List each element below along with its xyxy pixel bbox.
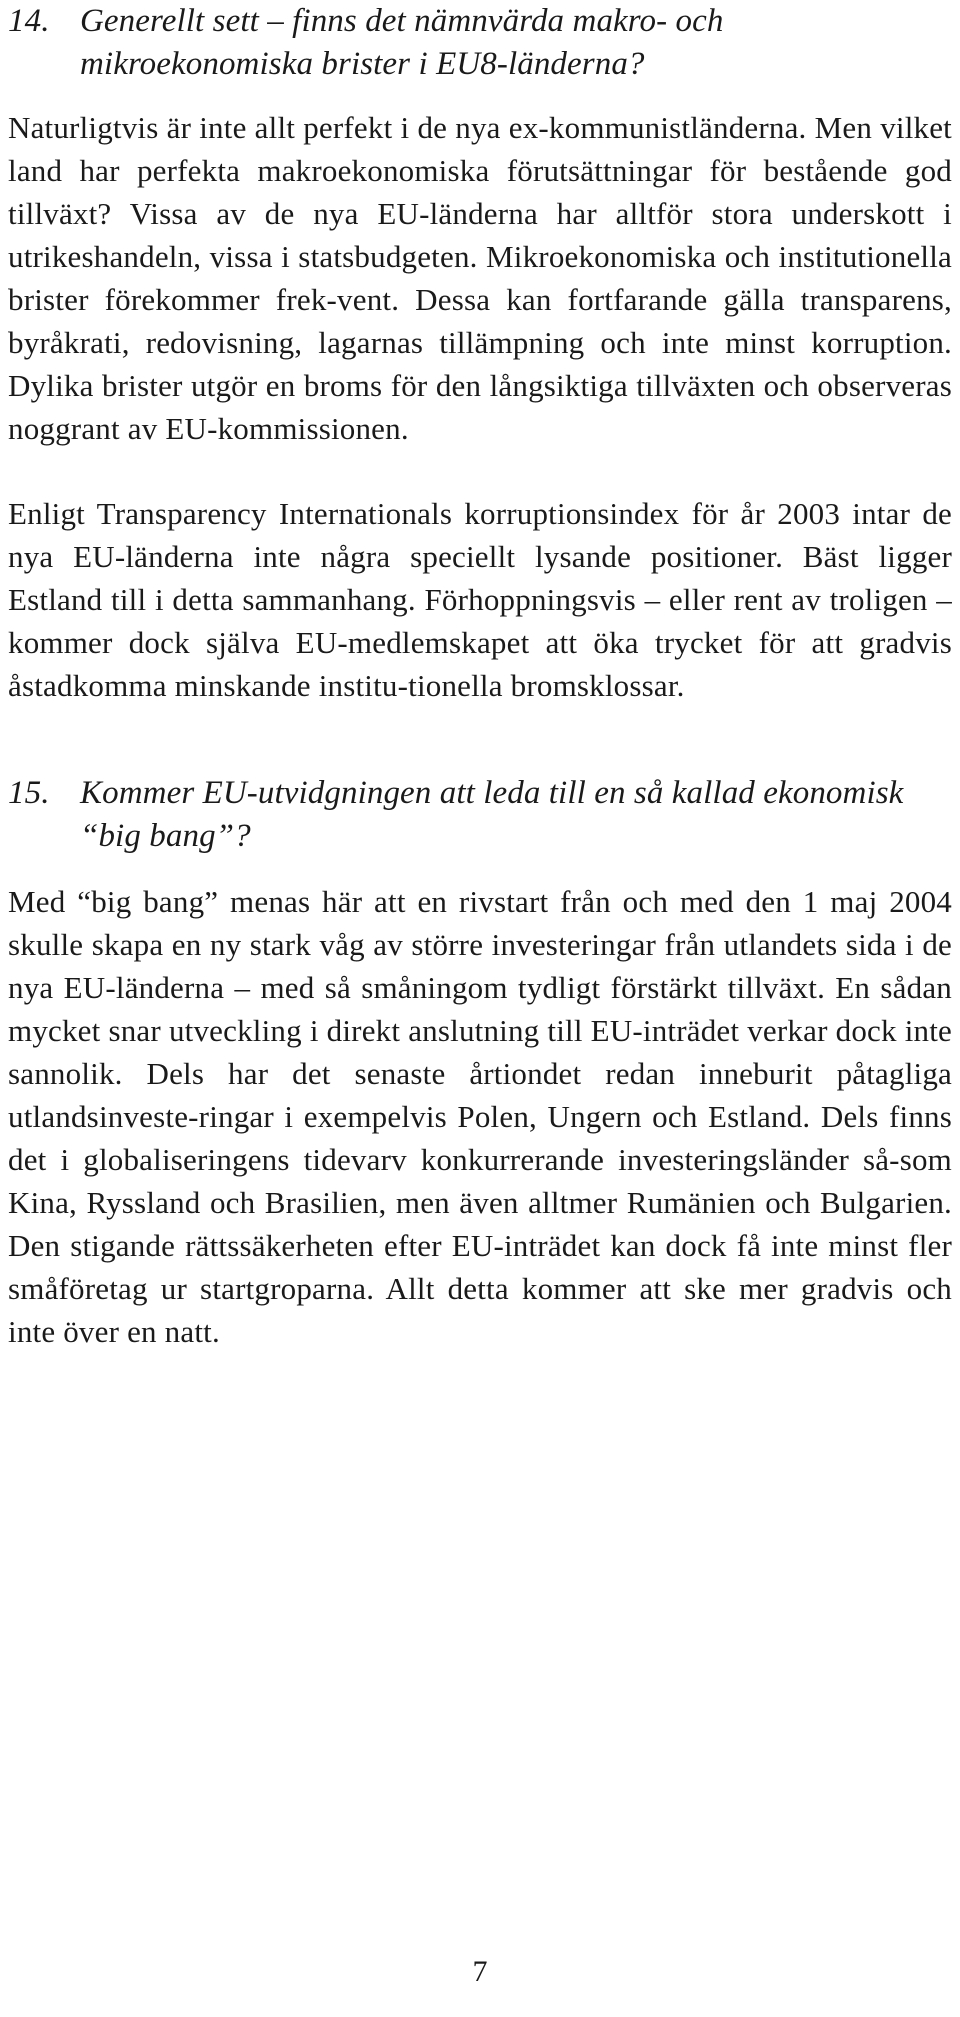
- section-15-paragraph-1: Med “big bang” menas här att en rivstart från och med den 1 maj 2004 skulle skapa en ny stark våg av större investeringar från utlandets sida i de nya EU-länderna – med så småningom tydligt förstärkt tillväxt. En sådan mycket snar utveckling i direkt anslutning till EU-inträdet verkar dock inte sannolik. Dels har det senaste årtiondet redan inneburit påtagliga utlandsinveste-ringar i exempelvis Polen, Ungern och Estland. Dels finns det i globaliseringens tidevarv konkurrerande investeringsländer så-som Kina, Ryssland och Brasilien, men även alltmer Rumänien och Bulgarien. Den stigande rättssäkerheten efter EU-inträdet kan dock få inte minst fler småföretag ur startgroparna. Allt detta kommer att ske mer gradvis och inte över en natt.: [8, 884, 952, 1349]
- section-14-heading: [8, 0, 952, 86]
- document-page: [8, 0, 952, 1353]
- section-14-title: Generellt sett – finns det nämnvärda makro- och mikroekonomiska brister i EU8-länderna?: [80, 3, 724, 82]
- section-15-number: 15.: [8, 775, 50, 811]
- page-number: 7: [472, 1955, 488, 1988]
- section-14-paragraph-2: Enligt Transparency Internationals korruptionsindex för år 2003 intar de nya EU-länderna inte några speciellt lysande positioner. Bäst ligger Estland till i detta sammanhang. Förhoppningsvis – eller rent av troligen – kommer dock själva EU-medlemskapet att öka trycket för att gradvis åstadkomma minskande institu-tionella bromsklossar.: [8, 496, 952, 703]
- section-15-heading: [8, 772, 952, 858]
- section-15-title: Kommer EU-utvidgningen att leda till en så kallad ekonomisk “big bang”?: [80, 775, 904, 854]
- section-14-number: 14.: [8, 3, 50, 39]
- section-14-paragraph-1: Naturligtvis är inte allt perfekt i de nya ex-kommunistländerna. Men vilket land har perfekta makroekonomiska förutsättningar för bestående god tillväxt? Vissa av de nya EU-länderna har alltför stora underskott i utrikeshandeln, vissa i statsbudgeten. Mikroekonomiska och institutionella brister förekommer frek-vent. Dessa kan fortfarande gälla transparens, byråkrati, redovisning, lagarnas tillämpning och inte minst korruption. Dylika brister utgör en broms för den långsiktiga tillväxten och observeras noggrant av EU-kommissionen.: [8, 110, 952, 446]
